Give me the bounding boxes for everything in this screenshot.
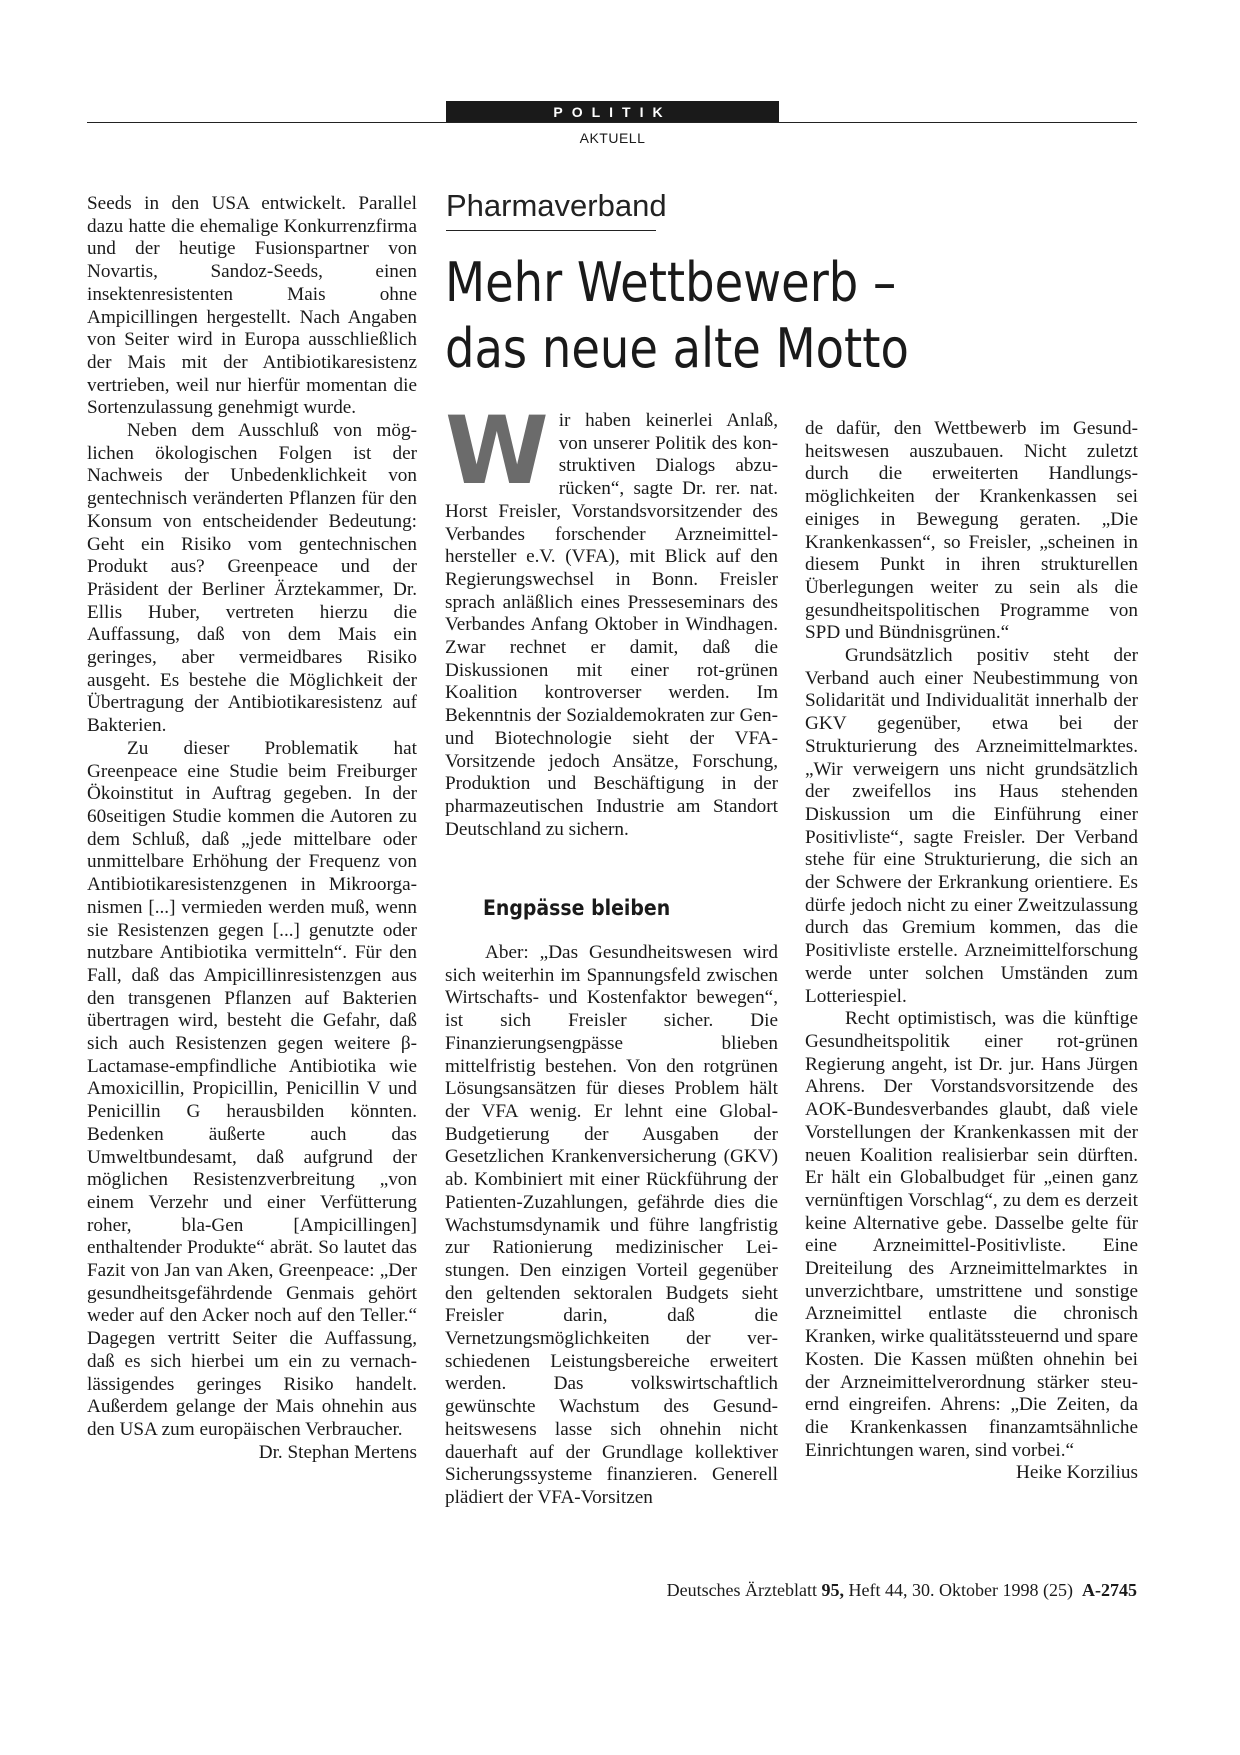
page-footer [600,1580,1137,1601]
col1-paragraph-1: Seeds in den USA entwickelt. Parallel dazu hatte die ehemalige Konkurrenzfirma und der heutige Fusionspartner von Novartis, Sandoz-Seeds, einen insektenresistenten Mais ohne Ampicillingen hergestellt. Nach Angaben von Seiter wird in Europa ausschließlich der Mais mit der Antibiotikaresistenz vertrieben, weil nur hierfür momentan die Sortenzulassung genehmigt wurde. [87,193,417,419]
header-rule [87,122,1137,123]
col3-paragraph-2: Grundsätzlich positiv steht der Verband auch einer Neubestimmung von Solidarität und Individualität innerhalb der GKV gegenüber, etwa bei der Strukturierung des Arzneimittelmarktes. „Wir verweigern uns nicht grundsätzlich der zweifellos ins Haus stehenden Diskussion um die Einführung einer Positivliste“, sagte Freisler. Der Verband stehe für eine Strukturierung, die sich an der Schwere der Erkrankung orientiere. Es dürfe jedoch nicht zu einer Zweitzulassung durch das Gremium kommen, das die Positivliste erstelle. Arzneimittelforschung werde unter solchen Umständen zum Lotteriespiel. [805,645,1138,1007]
col3-paragraph-3: Recht optimistisch, was die künftige Gesundheitspolitik einer rot-grünen Regierung angeht, ist Dr. jur. Hans Jürgen Ahrens. Der Vorstandsvorsitzende des AOK-Bundesverbandes glaubt, daß viele Vorstellungen der Krankenkassen mit der neuen Koalition realisierbar sein dürften. Er hält ein Globalbudget für „einen ganz vernünftigen Vorschlag“, zu dem es derzeit keine Alternative gebe. Dasselbe gelte für eine Arzneimittel-Positivliste. Eine Dreiteilung des Arzneimittelmarktes in unverzichtbare, umstrittene und sonstige Arzneimittel entlaste die chronisch Kranken, wirke qualitätssteuernd und spare Kosten. Die Kassen müßten ohnehin bei der Arzneimittelverordnung stärker steuernd eingreifen. Ahrens: „Die Zeiten, da die Krankenkassen finanzamtsähnliche Einrichtungen waren, sind vorbei.“ [805,1008,1139,1461]
col1-author: Dr. Stephan Mertens [258,1441,417,1463]
article-kicker: Pharmaverband [446,188,656,231]
col1-paragraph-2: Neben dem Ausschluß von möglichen ökologischen Folgen ist der Nachweis der Unbedenklichkeit von gentechnisch veränderten Pflanzen für den Konsum von entscheidender Bedeutung: Geht ein Risiko vom gentechnischen Produkt aus? Greenpeace und der Präsident der Berliner Ärztekammer, Dr. Ellis Huber, vertreten hierzu die Auffassung, daß von dem Mais ein geringes, aber vermeidbares Risiko ausgeht. Es bestehe die Möglichkeit der Übertragung der Antibiotikaresistenz auf Bakterien. [87,420,417,737]
footer-page-number: A-2745 [1082,1580,1137,1600]
subsection-label: AKTUELL [579,130,646,146]
col3-paragraph-1: de dafür, den Wettbewerb im Gesundheitswesen auszubauen. Nicht zuletzt durch die erweiterten Handlungsmöglichkeiten der Krankenkassen sei einiges in Bewegung geraten. „Die Krankenkassen“, so Freisler, „scheinen in diesem Punkt in ihren strukturellen Überlegungen weiter zu sein als die gesundheitspolitischen Programme von SPD und Bündnisgrünen.“ [805,418,1138,644]
column-right [805,418,1138,1485]
subheading: Engpässe bleiben [483,896,671,921]
col2-paragraph-2: Aber: „Das Gesundheitswesen wird sich weiterhin im Spannungsfeld zwischen Wirtschafts- und Kostenfaktor bewegen“, ist sich Freisler sicher. Die Finanzierungsengpässe blieben mittelfristig bestehen. Von den rotgrünen Lösungsansätzen für dieses Problem hält der VFA wenig. Er lehnt eine Global-Budgetierung der Ausgaben der Gesetzlichen Krankenversicherung (GKV) ab. Kombiniert mit einer Rückführung der Patienten-Zuzahlungen, gefährde dies die Wachstumsdynamik und führe langfristig zur Rationierung medizinischer Leistungen. Den einzigen Vorteil gegenüber den geltenden sektoralen Budgets sieht Freisler darin, daß die Vernetzungsmöglichkeiten der verschiedenen Leistungsbereiche erweitert werden. Das volkswirtschaftlich gewünschte Wachstum des Gesundheitswesens lasse sich ohnehin nicht dauerhaft auf der Grundlage kollektiver Sicherungssysteme finanzieren. Generell plädiert der VFA-Vorsitzen [445,942,778,1508]
col2-paragraph-1 [445,397,778,841]
drop-cap: W [445,397,549,506]
footer-volume: 95, [821,1580,845,1600]
column-middle [445,397,778,1510]
col3-author: Heike Korzilius [1015,1462,1138,1484]
col1-paragraph-3: Zu dieser Problematik hat Greenpeace eine Studie beim Freiburger Ökoinstitut in Auftrag gegeben. In der 60seitigen Studie kommen die Autoren zu dem Schluß, daß „jede mittelbare oder unmittelbare Erhöhung der Frequenz von Antibiotikaresistenzgenen in Mikroorganismen [...] vermieden werden muß, wenn sie Resistenzen gegen [...] genutzte oder nutzbare Antibiotika vermitteln“. Für den Fall, daß das Ampicillinresistenzgen aus den transgenen Pflanzen auf Bakterien übertragen wird, besteht die Gefahr, daß sich auch Resistenzen gegen weitere β-Lactamase-empfindliche Antibiotika wie Amoxicillin, Propicillin, Penicillin V und Penicillin G herausbilden könnten. Bedenken äußerte auch das Umweltbundesamt, daß aufgrund der möglichen Resistenzverbreitung „von einem Verzehr und einer Verfütterung roher, bla-Gen [Ampicillingen] enthaltender Produkte“ abrät. So lautet das Fazit von Jan van Aken, Greenpeace: „Der gesundheitsgefährdende Genmais gehört weder auf den Acker noch auf den Teller.“ Dagegen vertritt Seiter die Auffassung, daß es sich hierbei um ein zu vernachlässigendes geringes Risiko handelt. Außerdem gelange der Mais ohnehin aus den USA zum europäischen Verbraucher. [87,737,417,1440]
section-label: POLITIK [446,101,779,123]
article-headline [445,250,1038,382]
headline-line-2: das neue alte Motto [445,317,909,380]
footer-journal: Deutsches Ärzteblatt [666,1580,818,1600]
column-left [87,193,417,1464]
footer-issue: Heft 44, 30. Oktober 1998 (25) [848,1580,1073,1600]
headline-line-1: Mehr Wettbewerb – [445,251,897,314]
col2-paragraph-1-text: ir haben keinerlei Anlaß, von unserer Politik des konstruktiven Dialogs abzurücken“, sagte Dr. rer. nat. Horst Freisler, Vorstandsvorsitzender des Verbandes forschender Arzneimittelhersteller e.V. (VFA), mit Blick auf den Regierungswechsel in Bonn. Freisler sprach anläßlich eines Presseseminars des Verbandes Anfang Oktober in Windhagen. Zwar rechnet er damit, daß die Diskussionen mit einer rot-grünen Koalition kontroverser werden. Im Bekenntnis der Sozialdemokraten zur Gen- und Biotechnologie sieht der VFA-Vorsitzende jedoch Ansätze, Forschung, Produktion und Beschäftigung in der pharmazeutischen Industrie am Standort Deutschland zu sichern. [445,410,778,840]
